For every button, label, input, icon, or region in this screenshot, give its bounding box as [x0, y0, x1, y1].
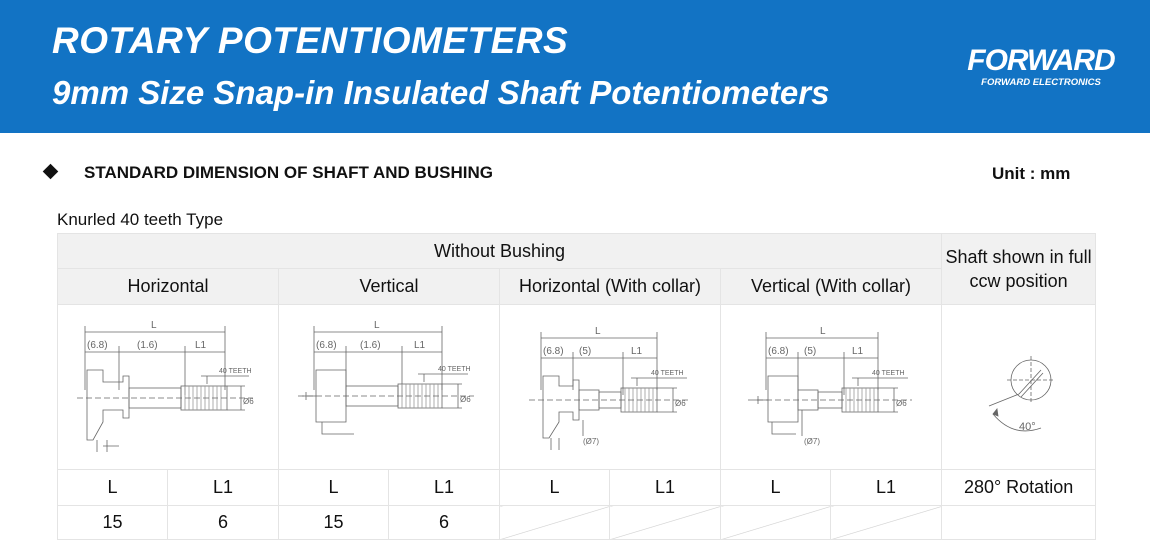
- dim-label-68: (6.8): [768, 345, 789, 357]
- dim-label-l1: L1: [631, 345, 643, 357]
- dim-label-teeth: 40 TEETH: [651, 369, 684, 377]
- dim-label-dia6: Ø6: [243, 396, 254, 406]
- dim-label-16: (1.6): [360, 339, 381, 351]
- dim-label-5: (5): [804, 345, 817, 357]
- section-heading: [45, 163, 493, 183]
- dim-label-l1: L1: [195, 339, 207, 351]
- vertical-drawing: [294, 310, 484, 460]
- dim-label-l: L: [820, 325, 826, 337]
- dim-label-l: L: [374, 319, 380, 331]
- group-header: Without Bushing: [58, 234, 942, 269]
- page-subtitle: 9mm Size Snap-in Insulated Shaft Potentiometers: [52, 74, 830, 111]
- shaft-rotation-drawing: [949, 310, 1089, 460]
- drawing-shaft-rotation: [942, 305, 1096, 470]
- table-cell: 15: [58, 506, 168, 540]
- sub-label: L1: [389, 470, 500, 506]
- sub-label: L1: [168, 470, 279, 506]
- type-label: Knurled 40 teeth Type: [57, 210, 224, 229]
- dim-label-68: (6.8): [316, 339, 337, 351]
- drawing-vertical: [279, 305, 500, 470]
- dim-label-teeth: 40 TEETH: [872, 369, 905, 377]
- dim-label-68: (6.8): [87, 339, 108, 351]
- logo-sub-text: FORWARD ELECTRONICS: [981, 77, 1101, 88]
- col-horizontal-collar: Horizontal (With collar): [500, 269, 721, 305]
- unit-label: Unit : mm: [992, 164, 1071, 183]
- drawing-vertical-collar: [721, 305, 942, 470]
- col-horizontal: Horizontal: [58, 269, 279, 305]
- dim-label-l: L: [151, 319, 157, 331]
- dim-label-dia7: (Ø7): [804, 436, 821, 446]
- sub-label: L1: [610, 470, 721, 506]
- sub-label: L: [58, 470, 168, 506]
- dim-label-68: (6.8): [543, 345, 564, 357]
- table-cell-na: [610, 506, 721, 540]
- table-cell-empty: [942, 506, 1096, 540]
- sub-label: L: [279, 470, 389, 506]
- table-cell-na: [831, 506, 942, 540]
- dim-label-16: (1.6): [137, 339, 158, 351]
- angle-label: 40°: [1018, 420, 1036, 433]
- dim-label-l: L: [595, 325, 601, 337]
- table-cell: 6: [389, 506, 500, 540]
- horizontal-drawing: [73, 310, 263, 460]
- drawing-horizontal-collar: [500, 305, 721, 470]
- shaft-header: Shaft shown in full ccw position: [942, 234, 1096, 305]
- dim-label-dia7: (Ø7): [583, 436, 599, 446]
- dim-label-dia6: Ø6: [675, 398, 686, 408]
- horizontal-collar-drawing: [515, 310, 705, 460]
- section-title: STANDARD DIMENSION OF SHAFT AND BUSHING: [84, 163, 493, 182]
- forward-logo: [966, 46, 1116, 89]
- table-cell-na: [500, 506, 610, 540]
- dim-label-l1: L1: [852, 345, 864, 357]
- table-cell: 15: [279, 506, 389, 540]
- dim-label-teeth: 40 TEETH: [219, 367, 252, 375]
- drawing-horizontal: [58, 305, 279, 470]
- rotation-label: 280° Rotation: [942, 470, 1096, 506]
- table-cell: 6: [168, 506, 279, 540]
- dim-label-l1: L1: [414, 339, 426, 351]
- logo-main-text: FORWARD: [967, 44, 1115, 77]
- table-cell-na: [721, 506, 831, 540]
- page-title: ROTARY POTENTIOMETERS: [52, 20, 569, 61]
- header-banner: [0, 0, 1150, 133]
- dim-label-dia6: Ø6: [460, 394, 471, 404]
- vertical-collar-drawing: [736, 310, 926, 460]
- col-vertical: Vertical: [279, 269, 500, 305]
- sub-label: L: [500, 470, 610, 506]
- sub-label: L1: [831, 470, 942, 506]
- sub-label: L: [721, 470, 831, 506]
- diamond-bullet-icon: [43, 164, 59, 180]
- dimension-table: [57, 233, 1096, 540]
- dim-label-teeth: 40 TEETH: [438, 365, 471, 373]
- dim-label-dia6: Ø6: [896, 398, 907, 408]
- table-row: [58, 506, 1096, 540]
- col-vertical-collar: Vertical (With collar): [721, 269, 942, 305]
- dim-label-5: (5): [579, 345, 592, 357]
